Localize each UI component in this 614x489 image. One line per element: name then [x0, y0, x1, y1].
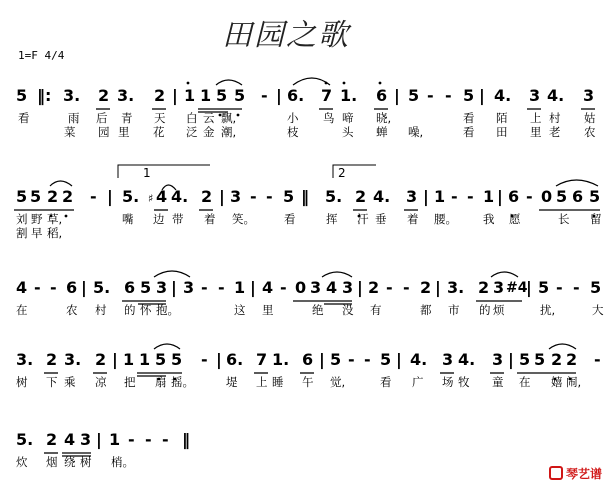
- lyric: 凉: [95, 375, 107, 389]
- lyric: 晓,: [376, 111, 392, 125]
- note: 4.: [171, 187, 189, 206]
- note: 6: [302, 350, 314, 369]
- dash: -: [201, 350, 208, 369]
- note: 5: [16, 187, 28, 206]
- note: 4.: [458, 350, 476, 369]
- lyric: 看: [463, 111, 475, 125]
- lyric: 里: [118, 125, 130, 139]
- note: 2: [201, 187, 213, 206]
- lyric: 老: [549, 125, 561, 139]
- note: 3: [230, 187, 242, 206]
- dash: -: [201, 278, 208, 297]
- lyric: 农: [66, 303, 78, 317]
- note: 3: [583, 86, 595, 105]
- note: 3: [310, 278, 322, 297]
- note: 6: [66, 278, 78, 297]
- barline: |: [526, 278, 532, 297]
- lyric: 稻,: [47, 226, 63, 240]
- barline: |: [276, 86, 282, 105]
- lyric: 看: [463, 125, 475, 139]
- lyric: 白: [186, 111, 198, 125]
- dash: -: [427, 86, 434, 105]
- dash: -: [348, 350, 355, 369]
- note: 3.: [64, 350, 82, 369]
- score-row-3: [0, 277, 614, 337]
- lyrics-line-1: [0, 212, 614, 226]
- note: 3: [442, 350, 454, 369]
- lyric: 村: [95, 303, 107, 317]
- lyric: 早: [31, 226, 43, 240]
- dash: -: [445, 86, 452, 105]
- lyric: 我: [483, 212, 495, 226]
- lyrics-line-2: [0, 226, 614, 240]
- lyric: 在: [16, 303, 28, 317]
- note: 5: [519, 350, 531, 369]
- barline: |: [423, 187, 429, 206]
- note: 1: [109, 430, 121, 449]
- note: 3: [80, 430, 92, 449]
- dash: -: [364, 350, 371, 369]
- note: 1: [184, 86, 196, 105]
- barline: |: [394, 86, 400, 105]
- barline: |: [219, 187, 225, 206]
- lyric: 的: [124, 303, 136, 317]
- lyric: 场: [442, 375, 454, 389]
- note: 2: [95, 350, 107, 369]
- lyric: 泛: [186, 125, 198, 139]
- score-row-4: [0, 349, 614, 409]
- dash: -: [261, 86, 268, 105]
- lyric: 蝉: [376, 125, 388, 139]
- note: 3: [492, 350, 504, 369]
- lyric: 摇。: [171, 375, 194, 389]
- barline: |: [497, 187, 503, 206]
- note: 4: [156, 187, 168, 206]
- note: 4.: [494, 86, 512, 105]
- barline: |: [435, 278, 441, 297]
- lyric: 都: [420, 303, 432, 317]
- lyric: 长: [558, 212, 570, 226]
- rest: 0: [541, 187, 553, 206]
- lyric: 嘴: [122, 212, 134, 226]
- note: 4.: [410, 350, 428, 369]
- dash: -: [594, 350, 601, 369]
- note: 2: [98, 86, 110, 105]
- note: 6.: [226, 350, 244, 369]
- lyric: 牧: [458, 375, 470, 389]
- volta-1-label: 1: [143, 166, 151, 180]
- barline: |: [81, 278, 87, 297]
- note: 5: [538, 278, 550, 297]
- lyric: 有: [370, 303, 382, 317]
- dash: -: [556, 278, 563, 297]
- note: 6: [376, 86, 388, 105]
- note: 1: [483, 187, 495, 206]
- lyric: 童: [492, 375, 504, 389]
- key-signature: 1=F 4/4: [18, 49, 65, 62]
- lyric: 看: [380, 375, 392, 389]
- lyric: 绕: [64, 455, 76, 469]
- lyric: 扇: [155, 375, 167, 389]
- note: 5: [380, 350, 392, 369]
- note: 2: [62, 187, 74, 206]
- dash: -: [218, 278, 225, 297]
- note: 3: [493, 278, 505, 297]
- note: 1: [139, 350, 151, 369]
- note: 1.: [340, 86, 358, 105]
- dash: -: [573, 278, 580, 297]
- lyric: 着: [407, 212, 419, 226]
- note: 3.: [447, 278, 465, 297]
- sharp-sign: ♯: [148, 192, 154, 205]
- note: 2: [46, 430, 58, 449]
- dash: -: [467, 187, 474, 206]
- lyric: 梢。: [111, 455, 134, 469]
- lyric: 广: [412, 375, 424, 389]
- lyric: 田: [496, 125, 508, 139]
- barline: |: [96, 430, 102, 449]
- note: 5: [408, 86, 420, 105]
- lyrics-line-2: [0, 125, 614, 139]
- note: 7: [321, 86, 333, 105]
- lyric: 里: [262, 303, 274, 317]
- lyric: 后: [96, 111, 108, 125]
- dash: -: [250, 187, 257, 206]
- lyrics-line-1: [0, 111, 614, 125]
- lyric: 闹,: [566, 375, 582, 389]
- lyric: 里: [530, 125, 542, 139]
- note: 5: [590, 278, 602, 297]
- lyric: 菜: [64, 125, 76, 139]
- lyrics-line-1: [0, 303, 614, 317]
- note: 5.: [16, 430, 34, 449]
- volta-2-label: 2: [338, 166, 346, 180]
- barline: |: [250, 278, 256, 297]
- dash: -: [34, 278, 41, 297]
- note: 2: [154, 86, 166, 105]
- lyric: 野: [31, 212, 43, 226]
- note: 1: [434, 187, 446, 206]
- note: 4.: [547, 86, 565, 105]
- lyric: 啼: [342, 111, 354, 125]
- note: 6: [508, 187, 520, 206]
- song-title: 田园之歌: [222, 18, 350, 53]
- note: 5.: [325, 187, 343, 206]
- lyric: 园: [98, 125, 110, 139]
- note: 3.: [16, 350, 34, 369]
- dash: -: [90, 187, 97, 206]
- lyric: 带: [172, 212, 184, 226]
- note: 5: [234, 86, 246, 105]
- lyric: 青: [121, 111, 133, 125]
- note: 2: [355, 187, 367, 206]
- barline: |: [508, 350, 514, 369]
- lyric: 睡: [272, 375, 284, 389]
- lyric: 绝: [312, 303, 324, 317]
- note: 5: [463, 86, 475, 105]
- note: 5: [330, 350, 342, 369]
- lyric: 树: [16, 375, 28, 389]
- note: 2: [420, 278, 432, 297]
- note: 3: [183, 278, 195, 297]
- lyric: 愿: [509, 212, 521, 226]
- lyric: 姑: [584, 111, 596, 125]
- barline: |: [172, 86, 178, 105]
- lyric: 这: [234, 303, 246, 317]
- lyrics-line-1: [0, 375, 614, 389]
- lyric: 着: [204, 212, 216, 226]
- lyric: 小: [287, 111, 299, 125]
- barline: |: [107, 187, 113, 206]
- lyric: 嬉: [551, 375, 563, 389]
- note: 3: [342, 278, 354, 297]
- note: 5: [283, 187, 295, 206]
- site-watermark: [549, 466, 607, 482]
- note: 5.: [122, 187, 140, 206]
- lyric: 村: [549, 111, 561, 125]
- logo-icon: [549, 466, 563, 480]
- dash: -: [50, 278, 57, 297]
- note: 4: [64, 430, 76, 449]
- score-row-5: [0, 429, 614, 489]
- lyric: 觉,: [330, 375, 346, 389]
- dash: -: [266, 187, 273, 206]
- barline: |: [112, 350, 118, 369]
- lyric: 炊: [16, 455, 28, 469]
- note: 7: [256, 350, 268, 369]
- note: 2: [47, 187, 59, 206]
- note: 6: [572, 187, 584, 206]
- repeat-start: ‖:: [37, 86, 52, 105]
- note: 2: [566, 350, 578, 369]
- dash: -: [526, 187, 533, 206]
- note: 4.: [373, 187, 391, 206]
- note: 6.: [287, 86, 305, 105]
- dash: -: [280, 278, 287, 297]
- lyric: 天: [154, 111, 166, 125]
- lyric: 汗: [357, 212, 369, 226]
- lyric: 午: [302, 375, 314, 389]
- note: 1.: [272, 350, 290, 369]
- note: 2: [551, 350, 563, 369]
- lyric: 上: [256, 375, 268, 389]
- note: 4: [262, 278, 274, 297]
- lyric: 怀: [140, 303, 152, 317]
- dash: -: [451, 187, 458, 206]
- dash: -: [145, 430, 152, 449]
- barline: |: [357, 278, 363, 297]
- lyric: 烦: [493, 303, 505, 317]
- lyrics-line-1: [0, 455, 614, 469]
- note: 3.: [117, 86, 135, 105]
- barline: |: [216, 350, 222, 369]
- dash: -: [128, 430, 135, 449]
- lyric: 市: [448, 303, 460, 317]
- note: 5: [16, 86, 28, 105]
- lyric: 草,: [47, 212, 63, 226]
- lyric: 树: [80, 455, 92, 469]
- lyric: 雨: [68, 111, 80, 125]
- lyric: 看: [284, 212, 296, 226]
- lyric: 潮,: [221, 125, 237, 139]
- note: 1: [200, 86, 212, 105]
- lyric: 刘: [16, 212, 28, 226]
- lyric: 边: [153, 212, 165, 226]
- sharp-note: #4: [506, 280, 528, 296]
- lyric: 扰,: [540, 303, 556, 317]
- lyric: 枝: [287, 125, 299, 139]
- note: 5: [140, 278, 152, 297]
- lyric: 噪,: [408, 125, 424, 139]
- lyric: 的: [479, 303, 491, 317]
- lyric: 花: [153, 125, 165, 139]
- score-row-1: [0, 85, 614, 145]
- lyric: 飘,: [221, 111, 237, 125]
- lyric: 大: [592, 303, 604, 317]
- lyric: 笑。: [232, 212, 255, 226]
- lyric: 农: [584, 125, 596, 139]
- lyric: 在: [519, 375, 531, 389]
- lyric: 堤: [226, 375, 238, 389]
- lyric: 金: [203, 125, 215, 139]
- note: 5: [534, 350, 546, 369]
- note: 3.: [63, 86, 81, 105]
- note: 5: [589, 187, 601, 206]
- lyric: 上: [530, 111, 542, 125]
- lyric: 头: [342, 125, 354, 139]
- lyric: 下: [46, 375, 58, 389]
- dash: -: [162, 430, 169, 449]
- note: 5.: [93, 278, 111, 297]
- note: 5: [30, 187, 42, 206]
- lyric: 没: [342, 303, 354, 317]
- note: 3: [156, 278, 168, 297]
- rest: 0: [295, 278, 307, 297]
- lyric: 留: [590, 212, 602, 226]
- lyric: 垂: [375, 212, 387, 226]
- note: 2: [478, 278, 490, 297]
- note: 2: [368, 278, 380, 297]
- note: 4: [16, 278, 28, 297]
- score-row-2: [0, 166, 614, 246]
- note: 5: [171, 350, 183, 369]
- barline: |: [479, 86, 485, 105]
- note: 3: [406, 187, 418, 206]
- note: 1: [234, 278, 246, 297]
- barline: |: [396, 350, 402, 369]
- lyric: 陌: [496, 111, 508, 125]
- note: 2: [46, 350, 58, 369]
- lyric: 把: [124, 375, 136, 389]
- lyric: 云: [203, 111, 215, 125]
- note: 5: [556, 187, 568, 206]
- repeat-end: ‖: [301, 187, 309, 206]
- lyric: 割: [16, 226, 28, 240]
- note: 3: [529, 86, 541, 105]
- lyric: 抱。: [156, 303, 179, 317]
- dash: -: [403, 278, 410, 297]
- lyric: 鸟: [323, 111, 335, 125]
- barline: |: [319, 350, 325, 369]
- note: 4: [326, 278, 338, 297]
- lyric: 乘: [64, 375, 76, 389]
- note: 5: [216, 86, 228, 105]
- note: 1: [123, 350, 135, 369]
- lyric: 挥: [326, 212, 338, 226]
- barline: |: [171, 278, 177, 297]
- watermark-text: 琴艺谱: [566, 467, 603, 481]
- dash: -: [386, 278, 393, 297]
- note: 6: [124, 278, 136, 297]
- final-barline: ‖: [182, 430, 190, 449]
- lyric: 烟: [46, 455, 58, 469]
- lyric: 看: [18, 111, 30, 125]
- lyric: 腰。: [434, 212, 457, 226]
- note: 5: [155, 350, 167, 369]
